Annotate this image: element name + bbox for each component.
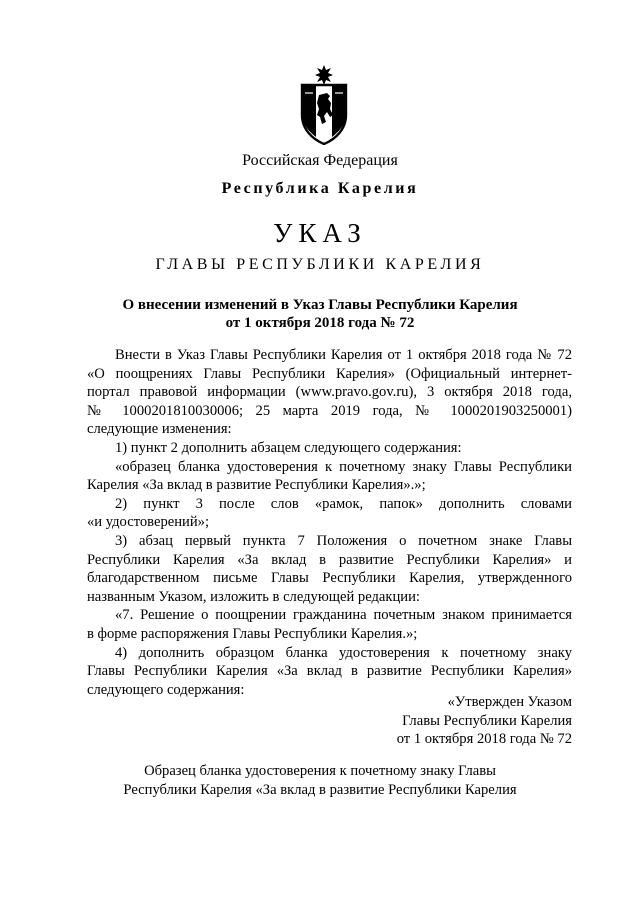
karelia-coat-of-arms-icon [296,65,352,145]
body-line: «образец бланка удостоверения к почетному знаку Главы Республики [115,458,572,475]
sample-heading-line: Образец бланка удостоверения к почетному знаку Главы [144,763,496,779]
country-name: Российская Федерация [242,152,398,169]
document-title [0,296,640,332]
title-line: от 1 октября 2018 года № 72 [225,315,415,331]
title-line: О внесении изменений в Указ Главы Республики Карелия [122,297,518,313]
body-line: Республики Карелия «За вклад в развитие Республики Карелия» и [87,551,572,568]
republic-name: Республика Карелия [221,180,419,197]
body-line: Внести в Указ Главы Республики Карелия от 1 октября 2018 года № 72 [115,347,572,363]
body-line: благодарственном письме Главы Республики Карелия, утвержденного [87,570,572,587]
body-line: портал правовой информации (www.pravo.gov.ru), 3 октября 2018 года, [87,384,572,401]
body-line: Карелия «За вклад в развитие Республики Карелия».»; [87,477,426,494]
document-type: УКАЗ [273,218,367,248]
body-line: Главы Республики Карелия «За вклад в развитие Республики Карелия» [87,663,572,680]
approval-line: от 1 октября 2018 года № 72 [396,731,572,748]
sample-heading [0,762,640,799]
body-line: названным Указом, изложить в следующей редакции: [87,588,420,605]
body-line: «7. Решение о поощрении гражданина почетным знаком принимается [115,607,572,624]
body-line: в форме распоряжения Главы Республики Карелия.»; [87,625,418,642]
body-line: 2) пункт 3 после слов «рамок, папок» дополнить словами [115,495,572,512]
body-line: 3) абзац первый пункта 7 Положения о почетном знаке Главы [115,532,572,549]
approval-line: «Утвержден Указом [447,694,572,710]
body-line: следующего содержания: [87,681,245,698]
body-line: № 1000201810030006; 25 марта 2019 года, № 1000201903250001) [87,402,572,419]
document-body [87,346,572,699]
body-line: 4) дополнить образцом бланка удостоверения к почетному знаку [115,644,572,661]
approval-line: Главы Республики Карелия [402,712,572,729]
sample-heading-line: Республики Карелия «За вклад в развитие Республики Карелия [123,781,517,798]
approval-block [397,693,572,749]
body-line: «О поощрениях Главы Республики Карелия» (Официальный интернет- [87,365,572,382]
body-line: «и удостоверений»; [87,514,210,531]
body-line: 1) пункт 2 дополнить абзацем следующего содержания: [115,439,462,456]
body-line: следующие изменения: [87,421,232,438]
issuer-name: ГЛАВЫ РЕСПУБЛИКИ КАРЕЛИЯ [155,256,485,273]
